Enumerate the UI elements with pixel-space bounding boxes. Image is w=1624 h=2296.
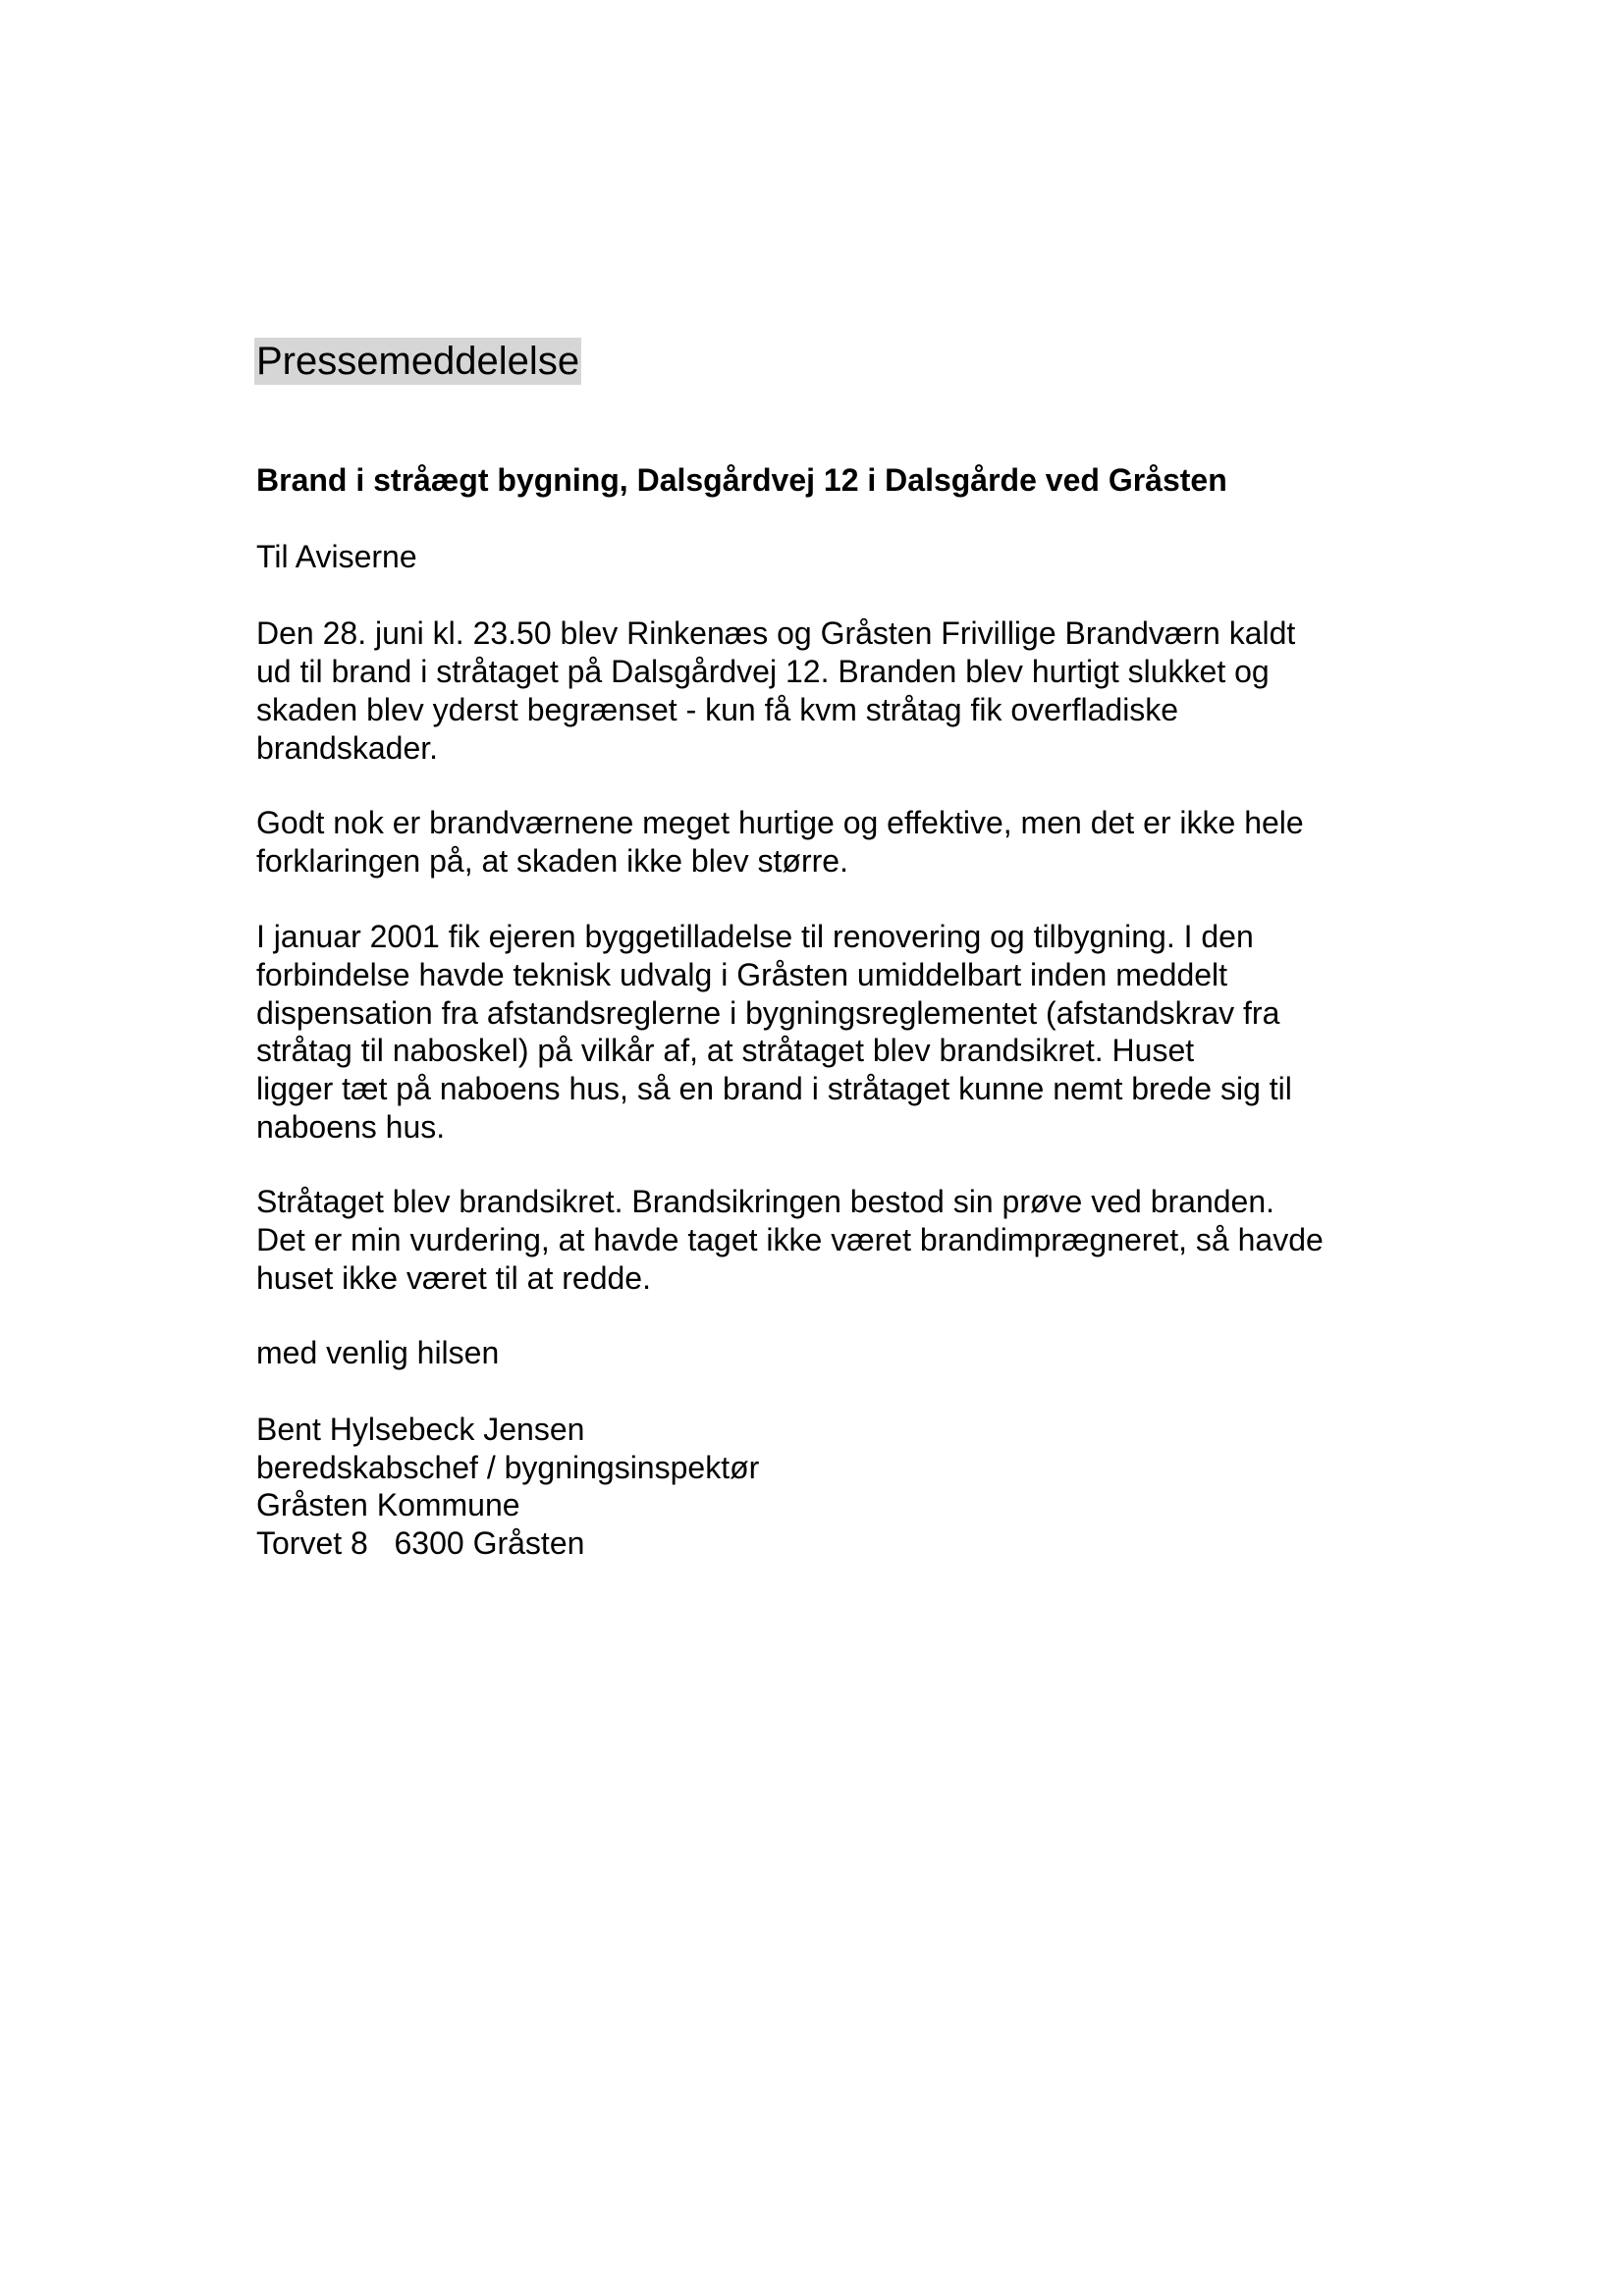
document-heading: Pressemeddelelse	[256, 340, 580, 383]
signature-organization: Gråsten Kommune	[256, 1487, 520, 1522]
paragraph-3-line-2: forbindelse havde teknisk udvalg i Gråsten umiddelbart inden meddelt	[256, 957, 1228, 992]
paragraph-2-line-1: Godt nok er brandværnene meget hurtige og effektive, men det er ikke hele	[256, 805, 1304, 840]
paragraph-4-line-2: Det er min vurdering, at havde taget ikke været brandimprægneret, så havde	[256, 1222, 1324, 1257]
paragraph-4-line-3: huset ikke været til at redde.	[256, 1260, 651, 1296]
paragraph-4-line-1: Stråtaget blev brandsikret. Brandsikringen bestod sin prøve ved branden.	[256, 1184, 1275, 1219]
paragraph-3-line-5: ligger tæt på naboens hus, så en brand i stråtaget kunne nemt brede sig til	[256, 1071, 1292, 1106]
paragraph-2-line-2: forklaringen på, at skaden ikke blev større.	[256, 843, 848, 879]
paragraph-1-line-1: Den 28. juni kl. 23.50 blev Rinkenæs og Gråsten Frivillige Brandværn kaldt	[256, 615, 1296, 651]
paragraph-1-line-2: ud til brand i stråtaget på Dalsgårdvej 12. Branden blev hurtigt slukket og	[256, 654, 1270, 689]
signature-address: Torvet 8 6300 Gråsten	[256, 1525, 585, 1561]
paragraph-3-line-1: I januar 2001 fik ejeren byggetilladelse til renovering og tilbygning. I den	[256, 919, 1254, 954]
paragraph-3-line-6: naboens hus.	[256, 1109, 446, 1145]
recipient-line: Til Aviserne	[256, 539, 417, 574]
paragraph-3-line-4: stråtag til naboskel) på vilkår af, at stråtaget blev brandsikret. Huset	[256, 1033, 1195, 1068]
document-title: Brand i stråægt bygning, Dalsgårdvej 12 i Dalsgårde ved Gråsten	[256, 462, 1227, 498]
paragraph-1-line-4: brandskader.	[256, 730, 439, 766]
closing-line: med venlig hilsen	[256, 1335, 500, 1370]
signature-role: beredskabschef / bygningsinspektør	[256, 1450, 760, 1485]
signature-name: Bent Hylsebeck Jensen	[256, 1412, 585, 1447]
heading-block	[254, 338, 581, 385]
paragraph-3-line-3: dispensation fra afstandsreglerne i bygningsreglementet (afstandskrav fra	[256, 995, 1280, 1031]
paragraph-1-line-3: skaden blev yderst begrænset - kun få kvm stråtag fik overfladiske	[256, 692, 1179, 727]
